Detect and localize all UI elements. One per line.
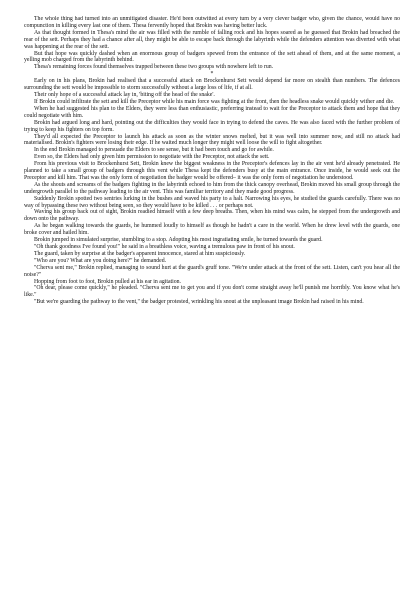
paragraph: But that hope was quickly dashed when an enormous group of badgers spewed from the entrance of the sett ahead of them, and at the same moment, a yelling mob charged from the labyrinth behind. (24, 50, 400, 64)
paragraph: "But we're guarding the pathway to the vent," the badger protested, wrinkling his snout at the unpleasant image Brokin had raised in his mind. (34, 299, 364, 306)
paragraph: Early on in his plans, Brokin had realised that a successful attack on Brockenhurst Sett would depend far more on stealth than numbers. The defences surrounding the sett would be impossible to storm successfully without a large loss of life, if at all. (24, 78, 400, 92)
paragraph: Brokin jumped in simulated surprise, stumbling to a stop. Adopting his most ingratiating smile, he turned towards the guard. (34, 237, 323, 244)
scene-break: * (210, 71, 214, 78)
paragraph: If Brokin could infiltrate the sett and kill the Preceptor while his main force was fighting at the front, then the headless snake would quickly wither and die. (34, 98, 395, 105)
paragraph: The whole thing had turned into an unmitigated disaster. He'd been outwitted at every turn by a very clever badger who, given the chance, would have no compunction in killing every last one of them. Thesa fervently hoped that Brokin was having better luck. (24, 16, 400, 29)
paragraph: "Oh thank goodness I've found you!" he said in a breathless voice, waving a tremulous paw in front of his snout. (34, 244, 295, 250)
paragraph: As that thought formed in Thesa's mind the air was filled with the rumble of falling rock and his hopes soared as he guessed that Brokin had breached the rear of the sett. Perhaps they had a chance after all, they might be able to escape back through the labyrinth while the defenders attention was diverted with what was happening at the rear of the sett. (24, 29, 400, 50)
paragraph: "Cherva sent me," Brokin replied, managing to sound hurt at the guard's gruff tone. "We're under attack at the front of the sett. Listen, can't you hear all the noise?" (24, 264, 400, 278)
paragraph: Suddenly Brokin spotted two sentries lurking in the bushes and waved his party to a halt. Narrowing his eyes, he studied the guards carefully. There was no way of bypassing these two without being seen, so they would have to be killed . . . or perhaps not. (24, 195, 400, 209)
paragraph: Hopping from foot to foot, Brokin pulled at his ear in agitation. (34, 278, 181, 285)
paragraph: When he had suggested his plan to the Elders, they were less than enthusiastic, preferring instead to wait for the Preceptor to attack them and hope that they could negotiate with him. (24, 105, 400, 119)
paragraph: The guard, taken by surprise at the badger's apparent innocence, stared at him suspiciously. (34, 250, 246, 257)
paragraph: Even so, the Elders had only given him permission to negotiate with the Preceptor, not attack the sett. (34, 154, 270, 161)
paragraph: "Who are you? What are you doing here?" he demanded. (34, 257, 167, 264)
book-page (24, 16, 400, 582)
paragraph: As the shouts and screams of the badgers fighting in the labyrinth echoed to him from the thick canopy overhead, Brokin moved his small group through the undergrowth parallel to the pathway leading to the air vent. This was familiar territory and they made good progress. (24, 181, 400, 195)
paragraph: They'd all expected the Preceptor to launch his attack as soon as the winter snows melted, but it was well into summer now, and still no attack had materialised. Brokin's fighters were losing their edge. If he waited much longer they might well loose the will to fight altogether. (24, 133, 400, 147)
paragraph: As he began walking towards the guards, he hummed loudly to himself as though he hadn't a care in the world. When he drew level with the guards, one broke cover and hailed him. (24, 223, 400, 237)
paragraph: Waving his group back out of sight, Brokin readied himself with a few deep breaths. Then, when his mind was calm, he stepped from the undergrowth and down onto the pathway. (24, 209, 400, 223)
paragraph: In the end Brokin managed to persuade the Elders to see sense, but it had been touch and go for awhile. (34, 147, 274, 154)
paragraph: "Oh dear, please come quickly," he pleaded. "Cherva sent me to get you and if you don't come straight away he'll punish me horribly. You know what he's like." (24, 285, 400, 299)
paragraph: Brokin had argued long and hard, pointing out the difficulties they would face in trying to defend the caves. He was also faced with the further problem of trying to keep his fighters on top form. (24, 119, 400, 133)
paragraph: From his previous visit to Brockenhurst Sett, Brokin knew the biggest weakness in the Preceptor's defences lay in the air vent he'd already penetrated. He planned to take a small group of badgers through this vent while Thesa kept the defenders busy at the main entrance. Once inside, he would seek out the Preceptor and kill him. That was the only form of negotiation the badger would be offered– it was the only form of negotiation he understood. (24, 161, 400, 181)
paragraph: Thesa's remaining forces found themselves trapped between these two groups with nowhere left to run. (34, 64, 274, 71)
paragraph: Their only hope of a successful attack lay in, 'biting off the head of the snake'. (34, 92, 215, 99)
